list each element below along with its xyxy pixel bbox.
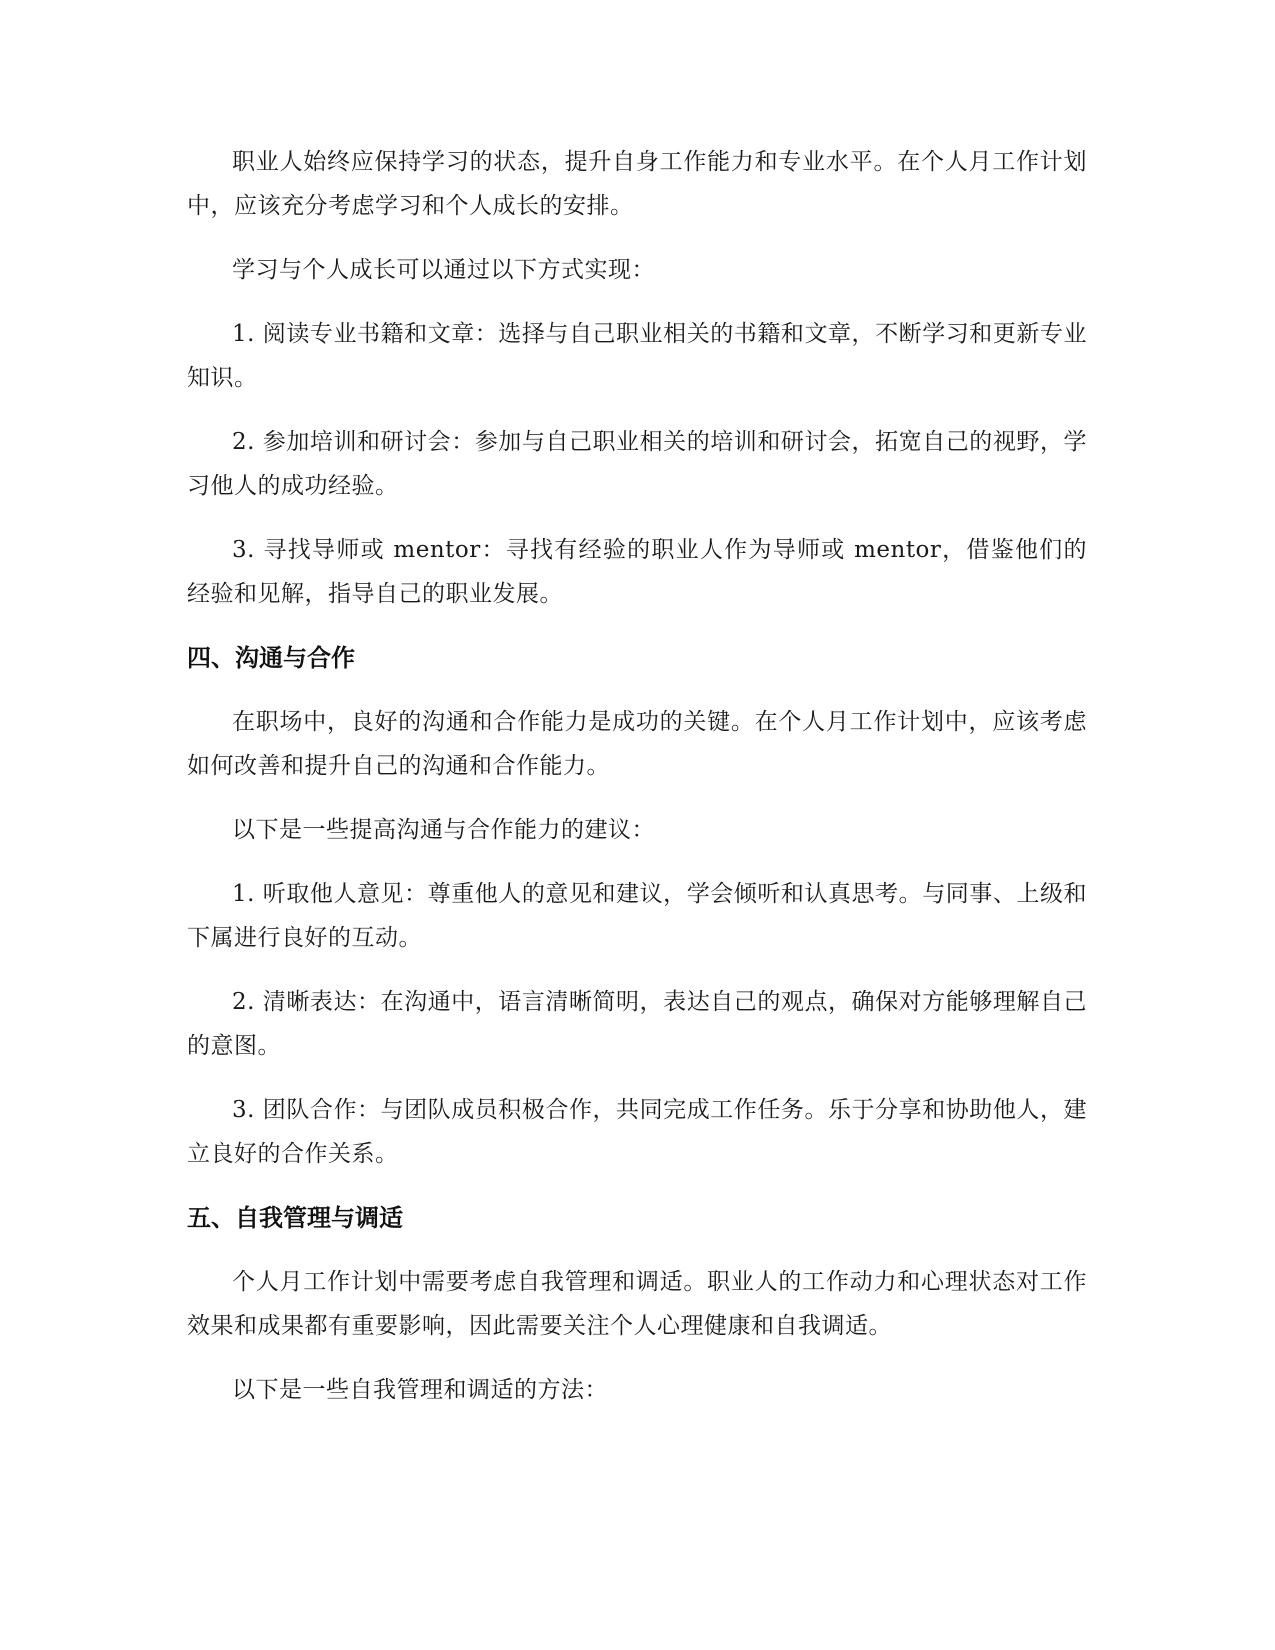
list-item-learning-1: 1. 阅读专业书籍和文章：选择与自己职业相关的书籍和文章，不断学习和更新专业知识。 (187, 321, 1087, 391)
paragraph-communication-suggestions: 以下是一些提高沟通与合作能力的建议： (232, 817, 655, 843)
list-item-communication-2: 2. 清晰表达：在沟通中，语言清晰简明，表达自己的观点，确保对方能够理解自己的意图。 (187, 989, 1087, 1059)
paragraph-self-management-intro: 个人月工作计划中需要考虑自我管理和调适。职业人的工作动力和心理状态对工作效果和成果都有重要影响，因此需要关注个人心理健康和自我调适。 (187, 1269, 1087, 1339)
list-item-communication-1: 1. 听取他人意见：尊重他人的意见和建议，学会倾听和认真思考。与同事、上级和下属进行良好的互动。 (187, 881, 1087, 951)
list-item-communication-3: 3. 团队合作：与团队成员积极合作，共同完成工作任务。乐于分享和协助他人，建立良好的合作关系。 (187, 1097, 1087, 1167)
paragraph-learning-intro: 职业人始终应保持学习的状态，提升自身工作能力和专业水平。在个人月工作计划中，应该充分考虑学习和个人成长的安排。 (187, 149, 1087, 219)
paragraph-self-management-methods: 以下是一些自我管理和调适的方法： (232, 1377, 608, 1403)
paragraph-communication-intro: 在职场中，良好的沟通和合作能力是成功的关键。在个人月工作计划中，应该考虑如何改善和提升自己的沟通和合作能力。 (187, 709, 1087, 779)
section-heading-communication: 四、沟通与合作 (187, 644, 355, 672)
list-item-learning-2: 2. 参加培训和研讨会：参加与自己职业相关的培训和研讨会，拓宽自己的视野，学习他人的成功经验。 (187, 429, 1087, 499)
list-item-learning-3: 3. 寻找导师或 mentor：寻找有经验的职业人作为导师或 mentor，借鉴他们的经验和见解，指导自己的职业发展。 (187, 537, 1087, 607)
section-heading-self-management: 五、自我管理与调适 (187, 1204, 403, 1232)
document-body (187, 140, 1087, 1432)
paragraph-learning-ways: 学习与个人成长可以通过以下方式实现： (232, 257, 655, 283)
